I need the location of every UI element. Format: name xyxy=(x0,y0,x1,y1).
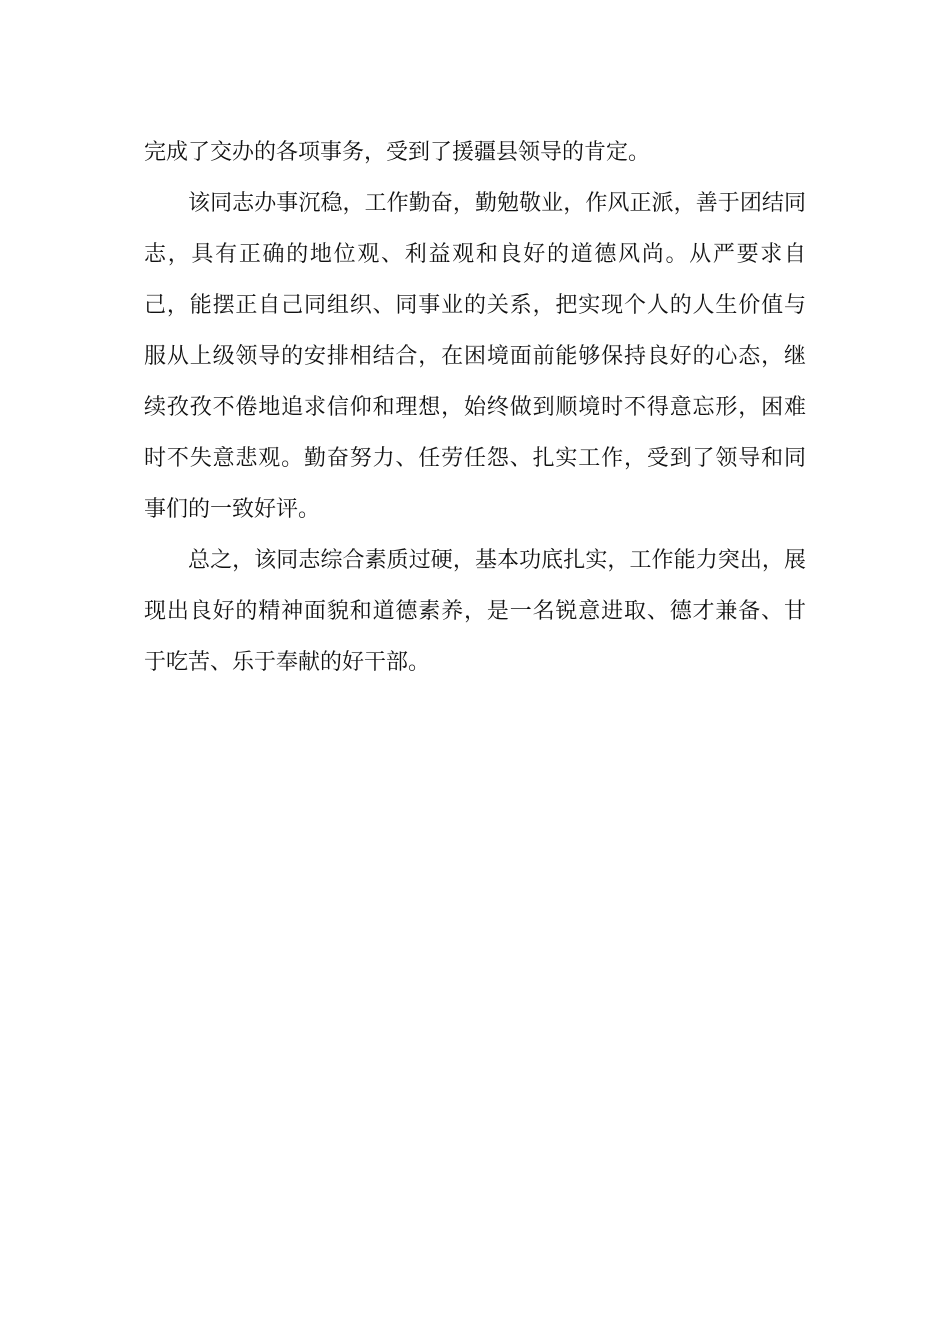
paragraph-3-line-1: 总之，该同志综合素质过硬，基本功底扎实，工作能力突出，展 xyxy=(188,548,806,573)
paragraph-3-line-2: 现出良好的精神面貌和道德素养，是一名锐意进取、德才兼备、甘 xyxy=(144,599,806,624)
paragraph-2-line-2: 志，具有正确的地位观、利益观和良好的道德风尚。从严要求自 xyxy=(144,242,806,267)
paragraph-2-line-4: 服从上级领导的安排相结合，在困境面前能够保持良好的心态，继 xyxy=(144,344,806,369)
paragraph-2-line-6: 时不失意悲观。勤奋努力、任劳任怨、扎实工作，受到了领导和同 xyxy=(144,446,806,471)
paragraph-2-line-3: 己，能摆正自己同组织、同事业的关系，把实现个人的人生价值与 xyxy=(144,293,806,318)
document-body xyxy=(144,127,806,688)
paragraph-1-line-1: 完成了交办的各项事务，受到了援疆县领导的肯定。 xyxy=(144,140,651,165)
paragraph-2-line-1: 该同志办事沉稳，工作勤奋，勤勉敬业，作风正派，善于团结同 xyxy=(188,191,806,216)
paragraph-2-line-7: 事们的一致好评。 xyxy=(144,497,321,522)
paragraph-2-line-5: 续孜孜不倦地追求信仰和理想，始终做到顺境时不得意忘形，困难 xyxy=(144,395,806,420)
paragraph-3-line-3: 于吃苦、乐于奉献的好干部。 xyxy=(144,650,431,675)
